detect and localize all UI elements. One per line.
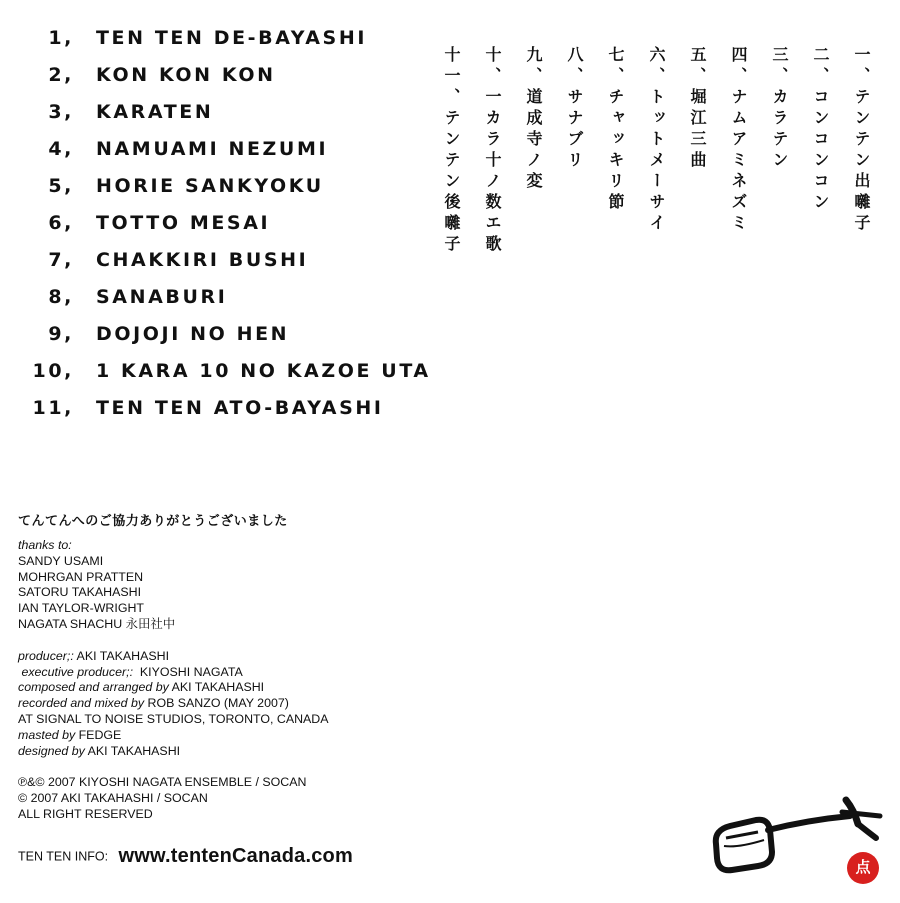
- credit-line: designed by AKI TAKAHASHI: [18, 743, 181, 758]
- japanese-track-list: [422, 46, 882, 346]
- japanese-track-title: 十一、テンテン後囃子: [442, 46, 461, 256]
- website-link[interactable]: www.tentenCanada.com: [118, 845, 353, 867]
- track-item: 5, HORIE SANKYOKU: [48, 175, 324, 197]
- track-title: TEN TEN DE-BAYASHI: [96, 27, 368, 49]
- shamisen-icon: [708, 796, 888, 896]
- credits: [18, 538, 329, 823]
- credit-line: composed and arranged by AKI TAKAHASHI: [18, 680, 265, 695]
- track-title: TEN TEN ATO-BAYASHI: [96, 397, 384, 419]
- track-title: DOJOJI NO HEN: [96, 323, 290, 345]
- track-title: KON KON KON: [96, 64, 276, 86]
- thanks-name: IAN TAYLOR-WRIGHT: [18, 601, 144, 616]
- track-item: 6, TOTTO MESAI: [48, 212, 271, 234]
- thanks-name: NAGATA SHACHU 永田社中: [18, 616, 176, 631]
- japanese-track-title: 四、ナムアミネズミ: [729, 46, 748, 235]
- track-item: 2, KON KON KON: [48, 64, 276, 86]
- japanese-track-title: 三、カラテン: [770, 46, 789, 172]
- track-item: 4, NAMUAMI NEZUMI: [48, 138, 329, 160]
- seal-text: 点: [855, 858, 871, 876]
- track-title: CHAKKIRI BUSHI: [96, 249, 309, 271]
- thanks-name: SANDY USAMI: [18, 553, 104, 568]
- japanese-track-title: 五、堀江三曲: [688, 46, 707, 172]
- japanese-track-title: 二、コンコンコン: [811, 46, 830, 214]
- track-title: SANABURI: [96, 286, 228, 308]
- japanese-track-title: 六、トットメーサイ: [647, 46, 666, 235]
- track-item: 1, TEN TEN DE-BAYASHI: [48, 27, 368, 49]
- track-item: 3, KARATEN: [48, 101, 214, 123]
- track-item: 11, TEN TEN ATO-BAYASHI: [32, 397, 384, 419]
- copyright-line: ℗&© 2007 KIYOSHI NAGATA ENSEMBLE / SOCAN: [18, 775, 307, 790]
- track-title: NAMUAMI NEZUMI: [96, 138, 329, 160]
- track-item: 8, SANABURI: [48, 286, 228, 308]
- thanks-name: MOHRGAN PRATTEN: [18, 569, 144, 584]
- track-item: 9, DOJOJI NO HEN: [48, 323, 290, 345]
- track-title: TOTTO MESAI: [96, 212, 271, 234]
- credit-line: producer;: AKI TAKAHASHI: [18, 648, 170, 663]
- credit-line: masted by FEDGE: [18, 727, 122, 742]
- info-label: TEN TEN INFO:: [18, 849, 109, 864]
- credit-line: executive producer;: KIYOSHI NAGATA: [18, 664, 243, 679]
- thanks-heading: thanks to:: [18, 538, 72, 552]
- japanese-thanks: てんてんへのご協力ありがとうございました: [18, 514, 288, 529]
- track-item: 7, CHAKKIRI BUSHI: [48, 249, 309, 271]
- copyright-line: ALL RIGHT RESERVED: [18, 806, 153, 821]
- japanese-track-title: 八、サナブリ: [565, 46, 584, 172]
- japanese-track-title: 一、テンテン出囃子: [852, 46, 871, 235]
- track-item: 10, 1 KARA 10 NO KAZOE UTA: [32, 360, 431, 382]
- japanese-track-title: 九、道成寺ノ変: [524, 46, 543, 193]
- track-title: 1 KARA 10 NO KAZOE UTA: [96, 360, 431, 382]
- credit-line: recorded and mixed by ROB SANZO (MAY 2007): [18, 696, 289, 711]
- japanese-track-title: 七、チャッキリ節: [606, 46, 625, 214]
- credit-line: AT SIGNAL TO NOISE STUDIOS, TORONTO, CANADA: [18, 711, 329, 726]
- track-title: KARATEN: [96, 101, 214, 123]
- track-title: HORIE SANKYOKU: [96, 175, 324, 197]
- japanese-track-title: 十、一カラ十ノ数エ歌: [483, 46, 502, 256]
- thanks-name: SATORU TAKAHASHI: [18, 585, 142, 600]
- info-line: [18, 845, 353, 868]
- copyright-line: © 2007 AKI TAKAHASHI / SOCAN: [18, 791, 208, 806]
